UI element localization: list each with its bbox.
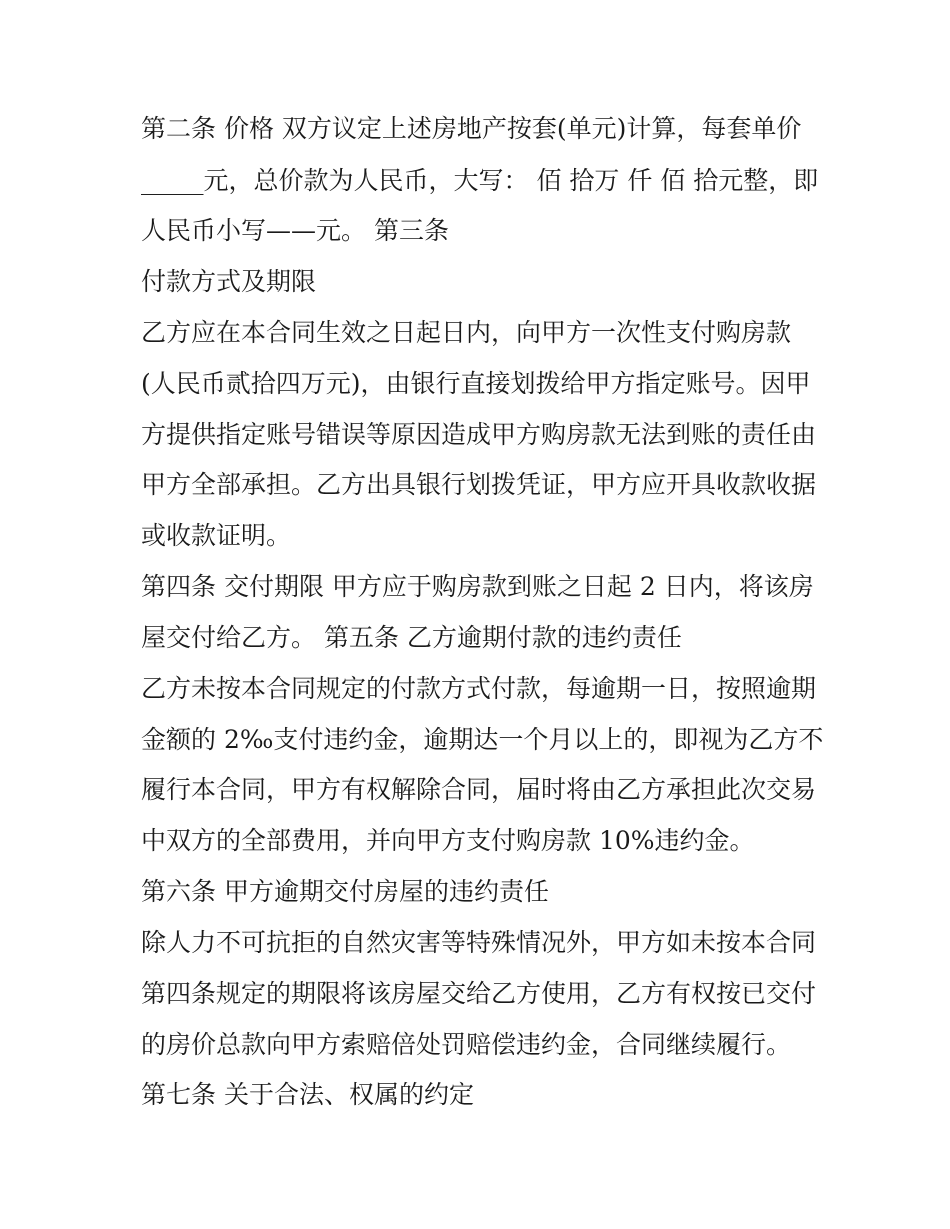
section-heading: 第七条 关于合法、权属的约定 (141, 1080, 474, 1109)
text-line: 第四条 交付期限 甲方应于购房款到账之日起 2 日内，将该房 (141, 572, 814, 601)
text-line: 中双方的全部费用，并向甲方支付购房款 10%违约金。 (141, 826, 755, 855)
text-line: 第四条规定的期限将该房屋交给乙方使用，乙方有权按已交付 (141, 979, 817, 1008)
text-line: 乙方未按本合同规定的付款方式付款，每逾期一日，按照逾期 (141, 674, 817, 703)
section-heading: 付款方式及期限 (141, 267, 317, 296)
text-line: 金额的 2‰支付违约金，逾期达一个月以上的，即视为乙方不 (141, 725, 824, 754)
text-line: 屋交付给乙方。 第五条 乙方逾期付款的违约责任 (141, 623, 682, 652)
text-line: 除人力不可抗拒的自然灾害等特殊情况外，甲方如未按本合同 (141, 928, 817, 957)
text-line: (人民币贰拾四万元)，由银行直接划拨给甲方指定账号。因甲 (141, 369, 811, 398)
text-line: 或收款证明。 (141, 521, 292, 550)
text-line: 甲方全部承担。乙方出具银行划拨凭证，甲方应开具收款收据 (141, 470, 817, 499)
text-line: 人民币小写——元。 第三条 (141, 216, 449, 245)
section-heading: 第六条 甲方逾期交付房屋的违约责任 (141, 877, 549, 906)
text-line: 乙方应在本合同生效之日起日内，向甲方一次性支付购房款 (141, 318, 792, 347)
text-line: 第二条 价格 双方议定上述房地产按套(单元)计算，每套单价 (141, 114, 802, 143)
text-line: _____元，总价款为人民币，大写： 佰 拾万 仟 佰 拾元整，即 (141, 166, 819, 195)
text-line: 履行本合同，甲方有权解除合同，届时将由乙方承担此次交易 (141, 775, 817, 804)
text-line: 方提供指定账号错误等原因造成甲方购房款无法到账的责任由 (141, 420, 817, 449)
text-line: 的房价总款向甲方索赔倍处罚赔偿违约金，合同继续履行。 (141, 1030, 792, 1059)
